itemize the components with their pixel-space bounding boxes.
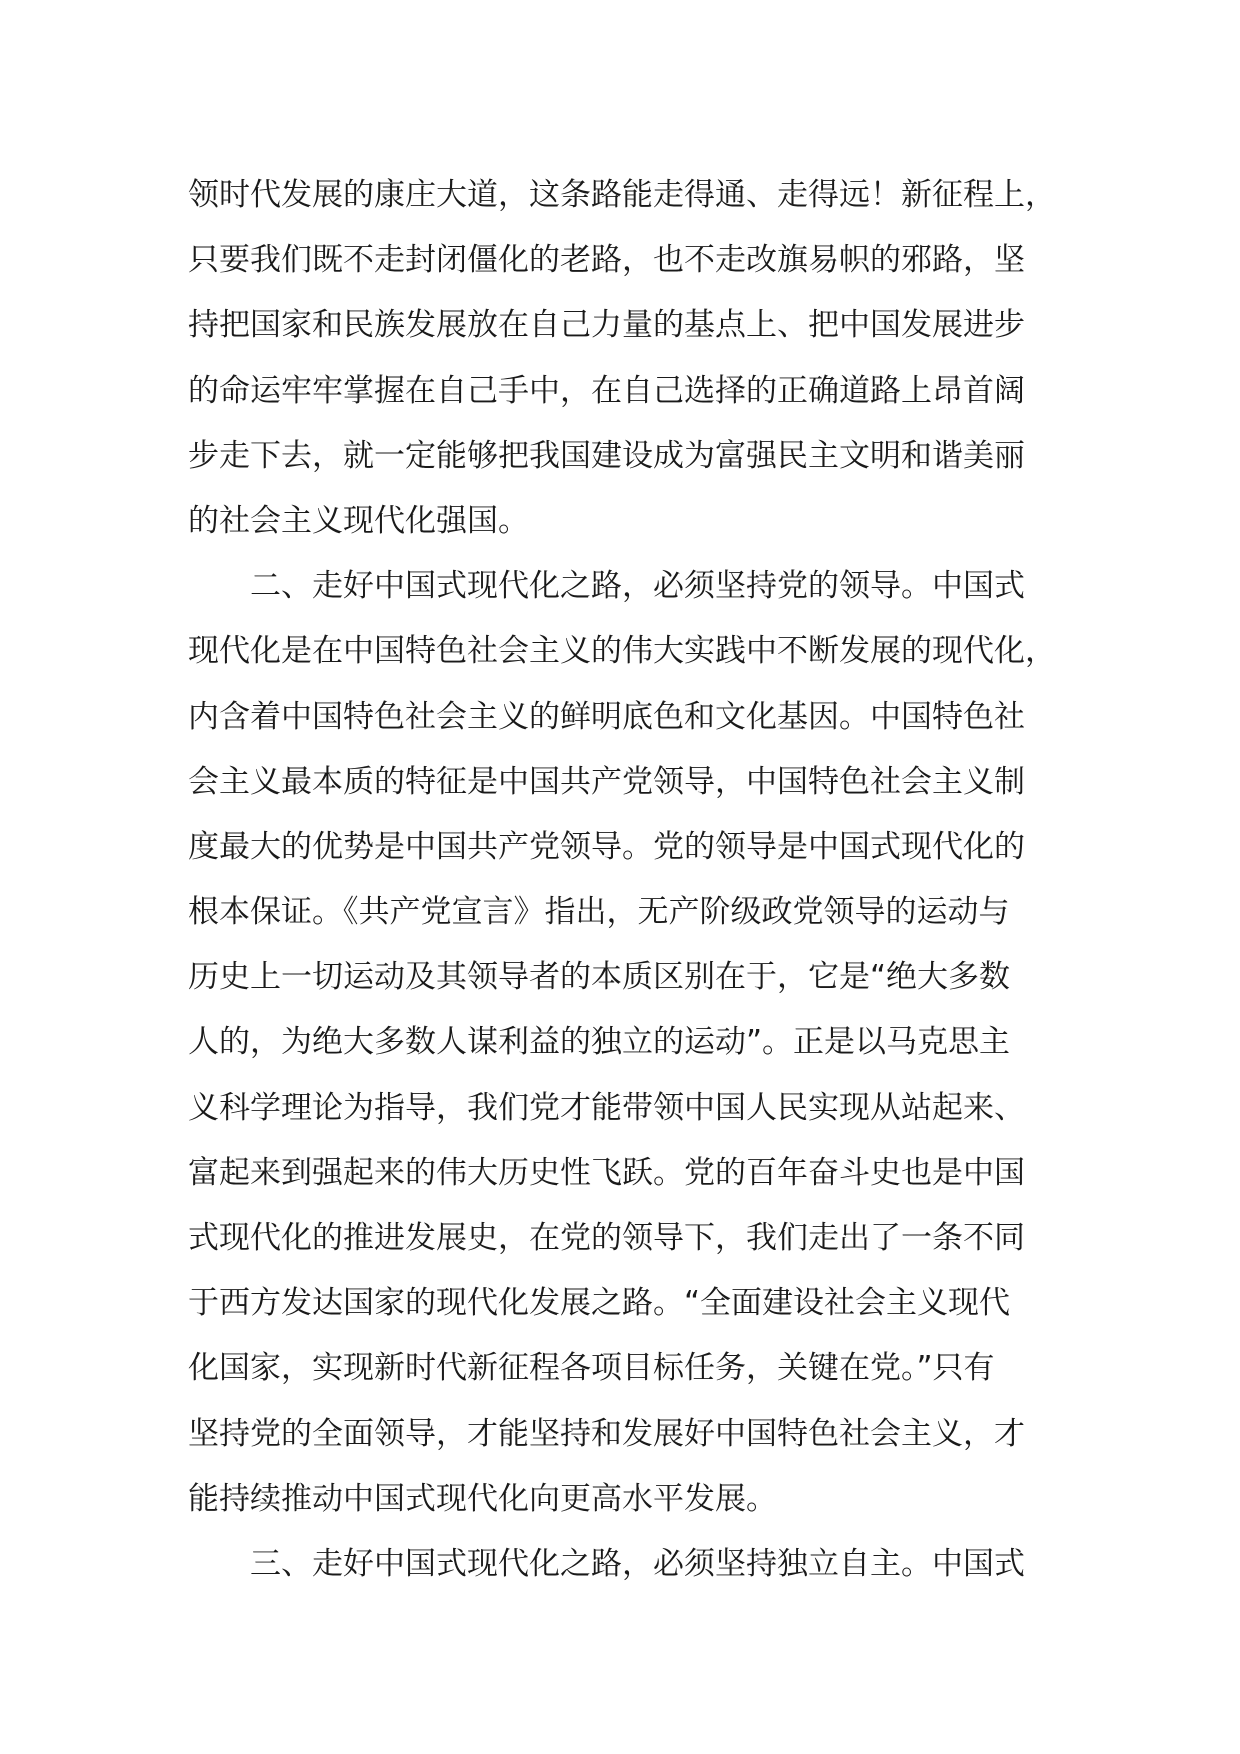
text-line: 度最大的优势是中国共产党领导。党的领导是中国式现代化的 xyxy=(188,828,1025,865)
text-line: 步走下去，就一定能够把我国建设成为富强民主文明和谐美丽 xyxy=(188,437,1025,474)
text-line: 人的，为绝大多数人谋利益的独立的运动”。正是以马克思主 xyxy=(188,1024,1011,1061)
text-line: 富起来到强起来的伟大历史性飞跃。党的百年奋斗史也是中国 xyxy=(188,1154,1025,1191)
paragraph-1 xyxy=(188,163,1063,554)
text-line: 只要我们既不走封闭僵化的老路，也不走改旗易帜的邪路，坚 xyxy=(188,242,1025,279)
text-line: 的社会主义现代化强国。 xyxy=(188,502,529,539)
text-line: 能持续推动中国式现代化向更高水平发展。 xyxy=(188,1480,777,1517)
paragraph-2 xyxy=(188,554,1063,1532)
text-line: 根本保证。《共产党宣言》指出，无产阶级政党领导的运动与 xyxy=(188,894,1010,931)
text-line: 式现代化的推进发展史，在党的领导下，我们走出了一条不同 xyxy=(188,1220,1025,1256)
text-line: 内含着中国特色社会主义的鲜明底色和文化基因。中国特色社 xyxy=(188,698,1025,735)
text-line: 于西方发达国家的现代化发展之路。“全面建设社会主义现代 xyxy=(188,1285,1011,1322)
text-line: 会主义最本质的特征是中国共产党领导，中国特色社会主义制 xyxy=(188,763,1025,800)
paragraph-3 xyxy=(188,1532,1063,1597)
text-line: 坚持党的全面领导，才能坚持和发展好中国特色社会主义，才 xyxy=(188,1415,1025,1452)
text-line: 领时代发展的康庄大道，这条路能走得通、走得远！新征程上， xyxy=(188,177,1056,213)
text-line: 化国家，实现新时代新征程各项目标任务，关键在党。”只有 xyxy=(188,1350,995,1387)
body-text xyxy=(188,163,1063,1597)
text-line: 二、走好中国式现代化之路，必须坚持党的领导。中国式 xyxy=(188,568,1025,605)
text-line: 的命运牢牢掌握在自己手中，在自己选择的正确道路上昂首阔 xyxy=(188,372,1025,409)
text-line: 历史上一切运动及其领导者的本质区别在于，它是“绝大多数 xyxy=(188,959,1011,996)
text-line: 三、走好中国式现代化之路，必须坚持独立自主。中国式 xyxy=(188,1545,1025,1582)
text-line: 持把国家和民族发展放在自己力量的基点上、把中国发展进步 xyxy=(188,307,1025,344)
text-line: 义科学理论为指导，我们党才能带领中国人民实现从站起来、 xyxy=(188,1089,1025,1126)
text-line: 现代化是在中国特色社会主义的伟大实践中不断发展的现代化， xyxy=(188,633,1056,670)
